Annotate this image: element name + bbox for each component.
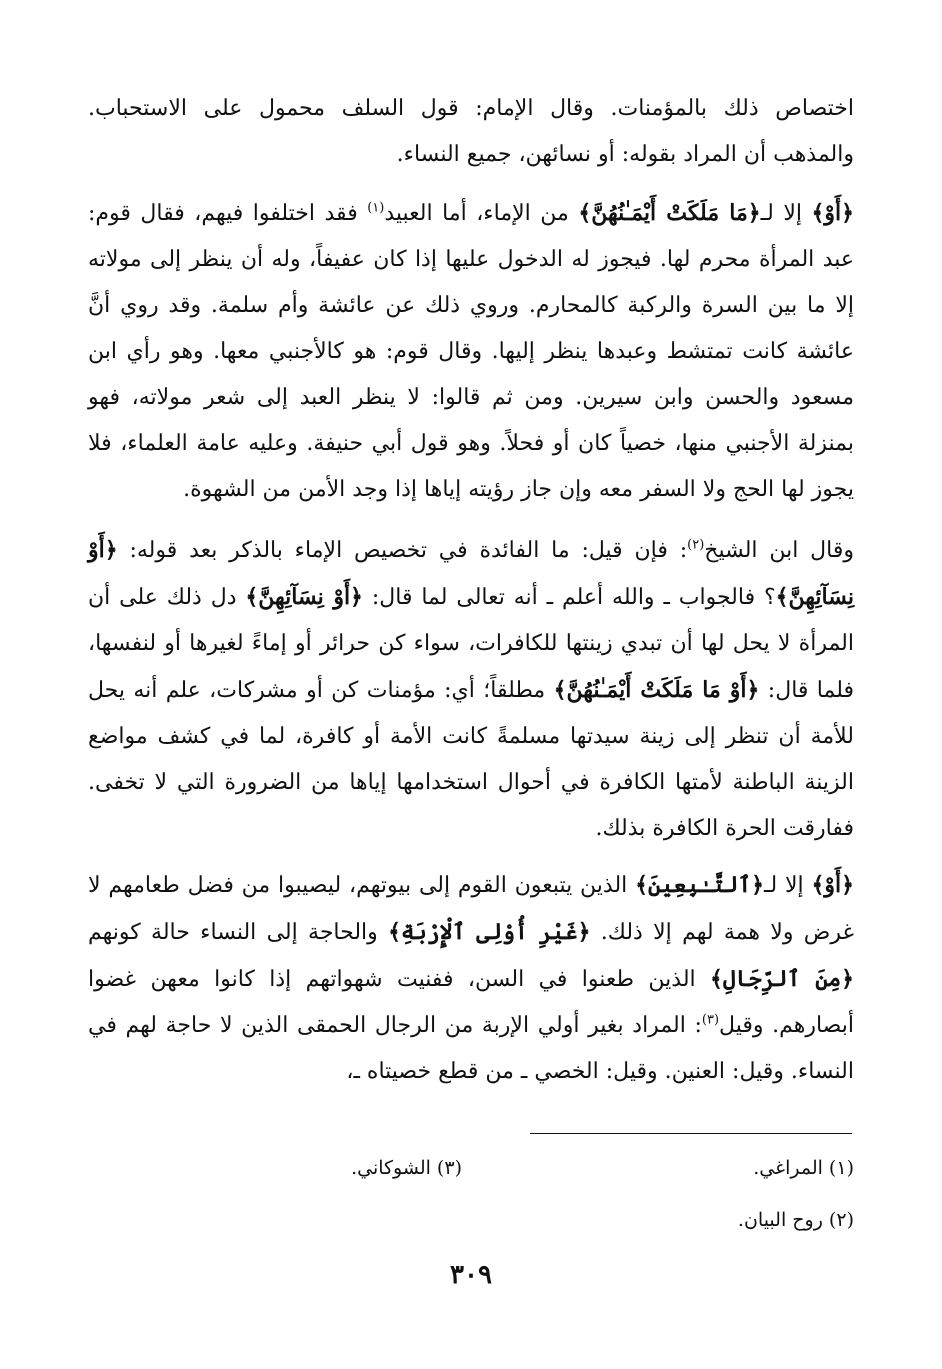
footnote-ref: (٢) — [687, 537, 705, 553]
paragraph-1 — [88, 86, 854, 178]
paragraph-2 — [88, 190, 854, 513]
quran-quote: ﴿مَا مَلَكَتْ أَيْمَـٰنُهُنَّ﴾ — [578, 200, 761, 226]
quran-quote: ﴿مِنَ ٱلرِّجَالِ﴾ — [710, 966, 854, 992]
page-number: ٣٠٩ — [450, 1260, 492, 1290]
footnote-ref: (١) — [367, 200, 385, 216]
quran-quote: ﴿غَيْرِ أُوْلِى ٱلْإِرْبَةِ﴾ — [388, 919, 591, 945]
paragraph-text: دل ذلك على أن المرأة لا يحل لها أن تبدي زينتها للكافرات، سواء كن حرائر أو إماءً لغيرها أو لنفسها، فلما قال: — [88, 585, 854, 703]
paragraph-text: والحاجة إلى النساء حالة كونهم — [88, 920, 389, 945]
footnote-3: (٣) الشوكاني. — [351, 1157, 462, 1179]
footnote-ref: (٣) — [701, 1012, 720, 1028]
paragraph-3 — [88, 527, 854, 852]
paragraph-text: إلا لـ — [764, 873, 812, 898]
quran-quote: ﴿أَوْ نِسَآئِهِنَّ﴾ — [88, 537, 855, 610]
quran-quote: ﴿ٱلتَّـٰبِعِينَ﴾ — [635, 872, 765, 898]
paragraph-text: إلا لـ — [760, 201, 812, 226]
paragraph-text: : المراد بغير أولي الإربة من الرجال الحمقى الذين لا حاجة لهم في النساء. وقيل: العنين. وقيل: الخصي ـ من قطع خصيتاه ـ، — [88, 1013, 854, 1084]
quran-quote: ﴿أَوْ﴾ — [811, 872, 854, 898]
paragraph-text: وقال ابن الشيخ — [704, 538, 854, 563]
paragraph-text: ؟ فالجواب ـ والله أعلم ـ أنه تعالى لما قال: — [362, 585, 776, 610]
quran-quote: ﴿أَوْ﴾ — [811, 200, 855, 226]
paragraph-text: مطلقاً؛ أي: مؤمنات كن أو مشركات، علم أنه يحل للأمة أن تنظر إلى زينة سيدتها مسلمةً كانت الأمة أو كافرة، لما في كشف مواضع الزينة الباطنة لأمتها الكافرة في أحوال استخدامها إياها من الضرورة التي لا تخفى. ففارقت الحرة الكافرة بذلك. — [88, 678, 854, 841]
quran-quote: ﴿أَوْ مَا مَلَكَتْ أَيْمَـٰنُهُنَّ﴾ — [553, 677, 760, 703]
paragraph-4 — [88, 862, 854, 1095]
paragraph-text: : فإن قيل: ما الفائدة في تخصيص الإماء بالذكر بعد قوله: — [117, 538, 688, 563]
paragraph-text: فقد اختلفوا فيهم، فقال قوم: عبد المرأة محرم لها. فيجوز له الدخول عليها إذا كان عفيفاً، وله أن ينظر إلى مولاته إلا ما بين السرة والركبة كالمحارم. وروي ذلك عن عائشة وأم سلمة. وقد روي أنَّ عائشة كانت تمتشط وعبدها ينظر إليها. وقال قوم: هو كالأجنبي معها. وهو رأي ابن مسعود والحسن وابن سيرين. ومن ثم قالوا: لا ينظر العبد إلى شعر مولاته، فهو بمنزلة الأجنبي منها، خصياً كان أو فحلاً. وهو قول أبي حنيفة. وعليه عامة العلماء، فلا يجوز لها الحج ولا السفر معه وإن جاز رؤيته إياها إذا وجد الأمن من الشهوة. — [88, 201, 854, 502]
paragraph-text: الذين يتبعون القوم إلى بيوتهم، ليصيبوا من فضل طعامهم لا غرض ولا همة لهم إلا ذلك. — [88, 873, 854, 945]
quran-quote: ﴿أَوْ نِسَآئِهِنَّ﴾ — [245, 584, 363, 610]
footnote-divider — [530, 1133, 852, 1134]
footnote-2: (٢) روح البيان. — [737, 1209, 854, 1231]
paragraph-text: اختصاص ذلك بالمؤمنات. وقال الإمام: قول السلف محمول على الاستحباب. والمذهب أن المراد بقوله: أو نسائهن، جميع النساء. — [88, 96, 854, 167]
main-text — [88, 86, 854, 1107]
paragraph-text: من الإماء، أما العبيد — [384, 201, 579, 226]
footnote-1: (١) المراغي. — [753, 1157, 854, 1179]
paragraph-text: الذين طعنوا في السن، ففنيت شهواتهم إذا كانوا معهن غضوا أبصارهم. وقيل — [88, 967, 854, 1038]
